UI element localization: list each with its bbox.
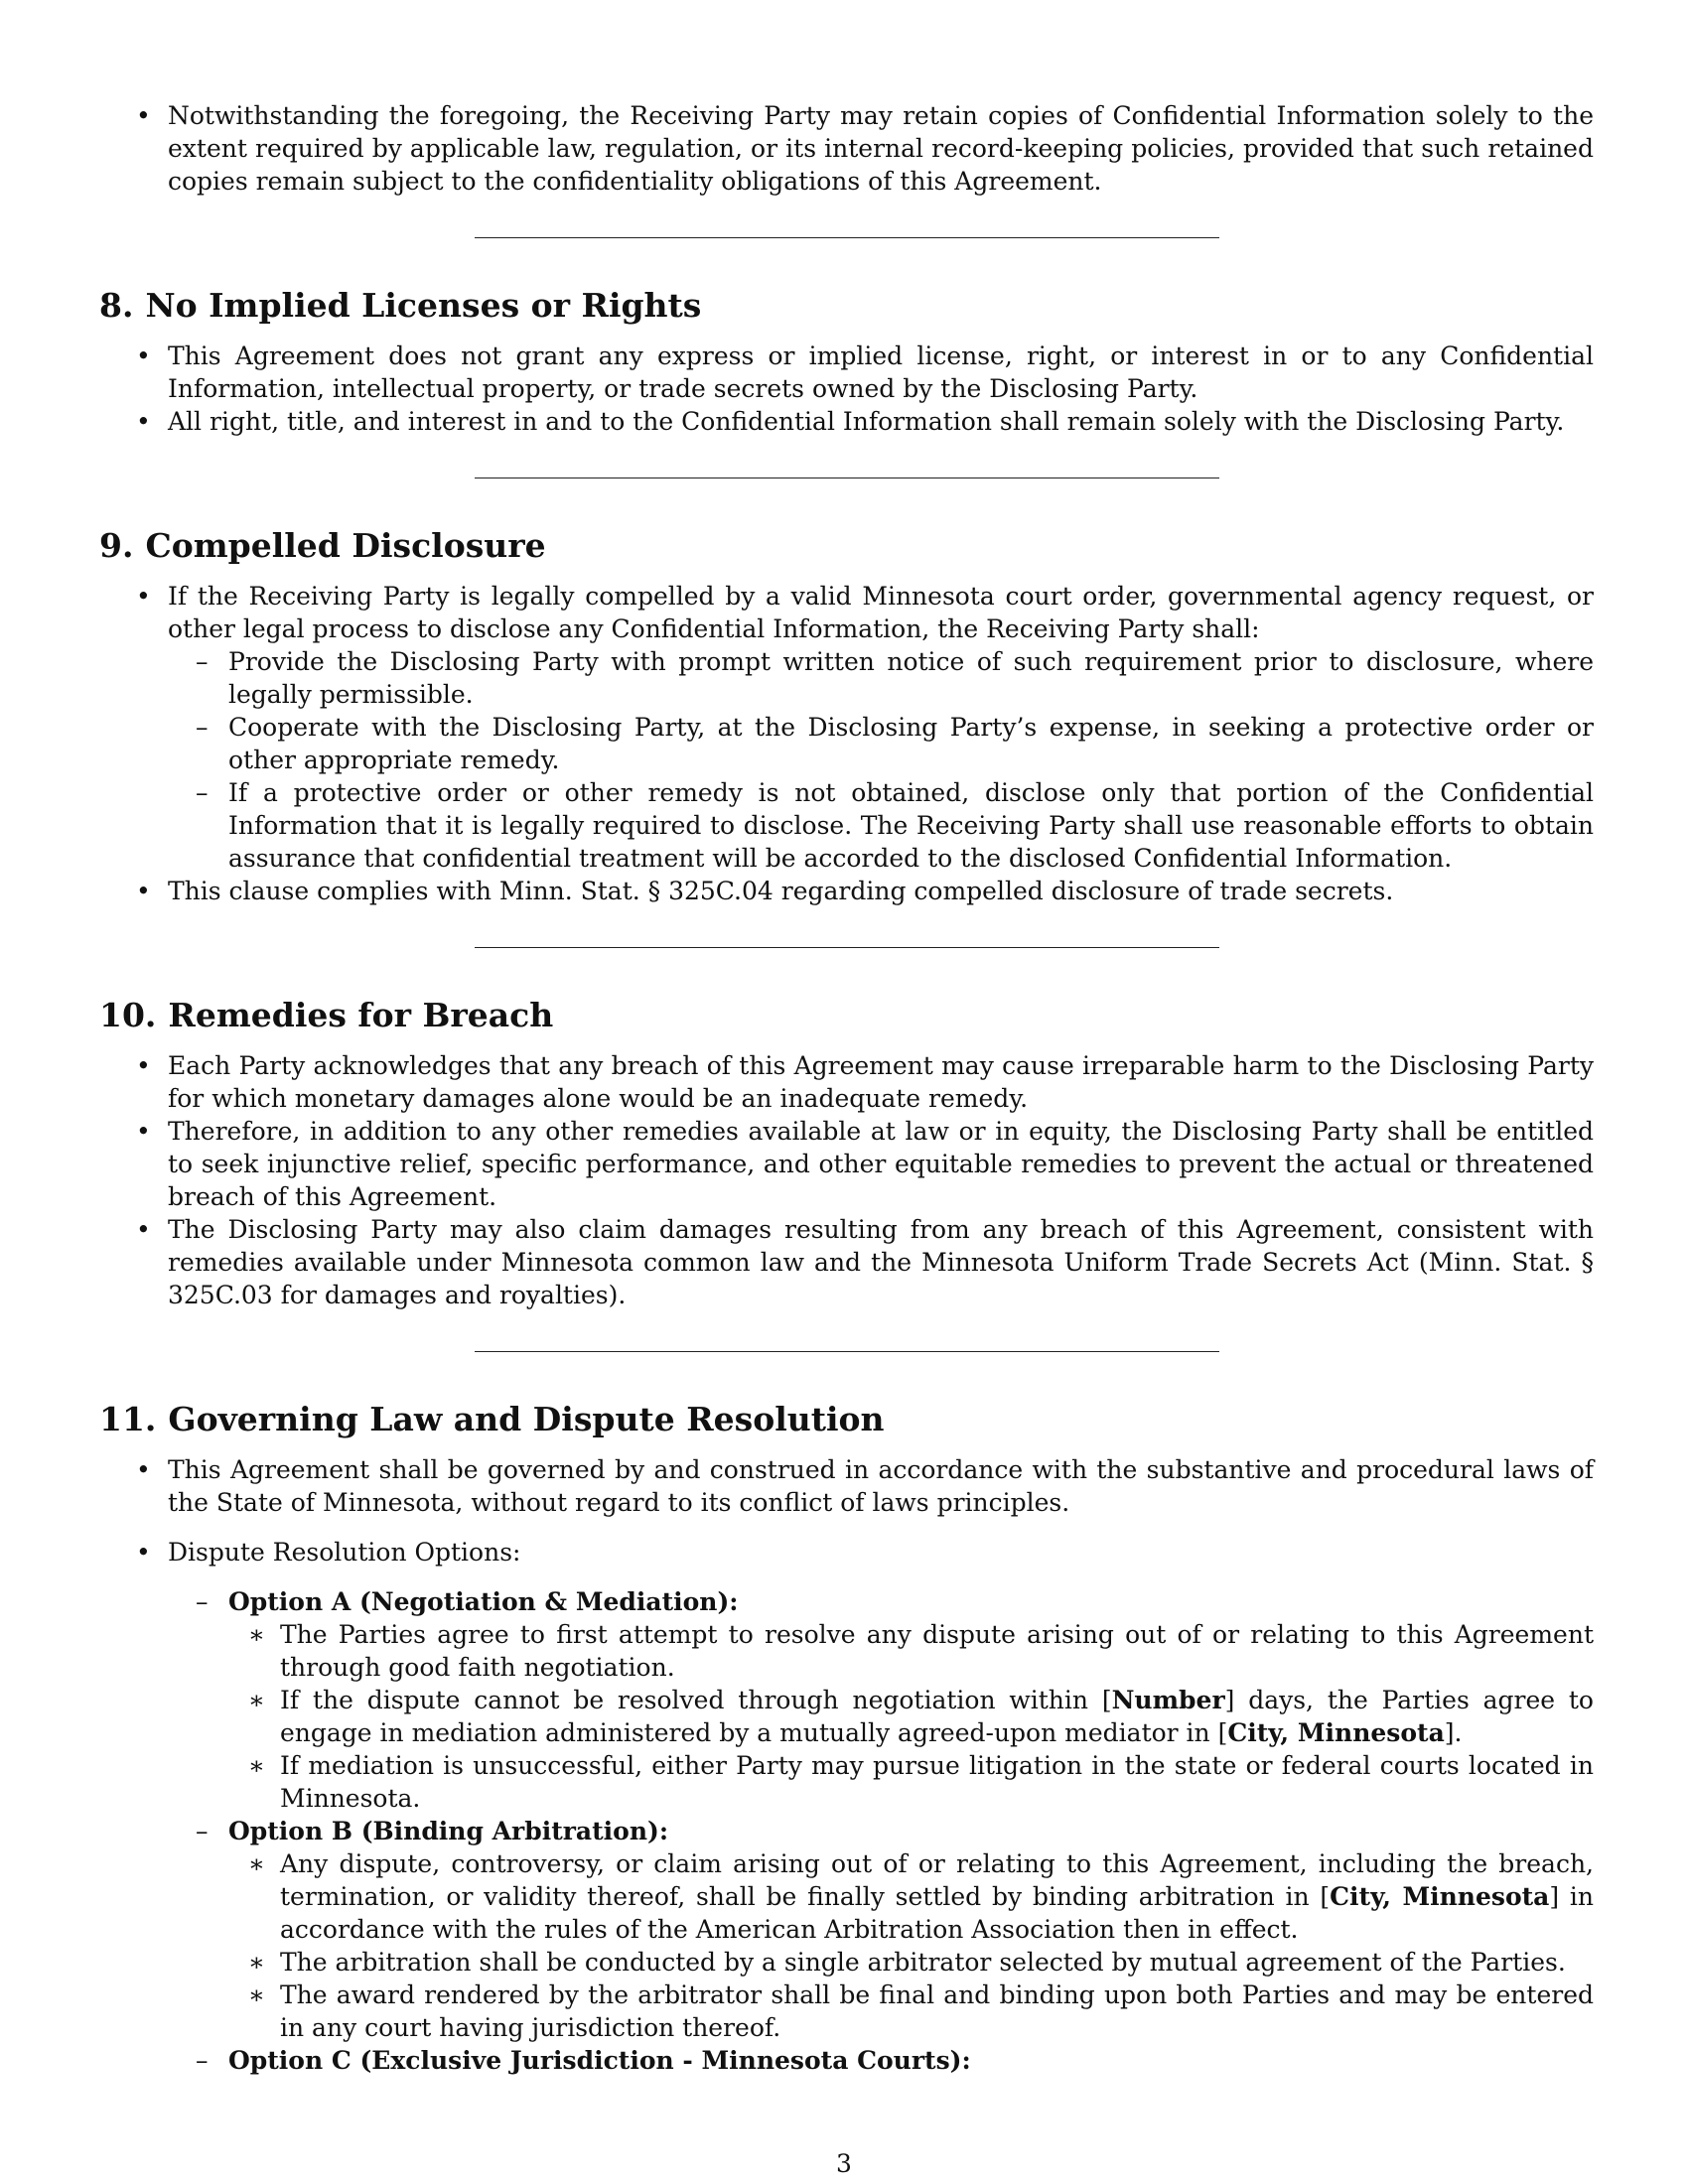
section-10: [99, 996, 1594, 1311]
continued-list: [99, 99, 1594, 198]
section-heading: 11. Governing Law and Dispute Resolution: [99, 1400, 885, 1438]
list-item: • Each Party acknowledges that any breach of this Agreement may cause irreparable harm to the Disclosing Party for which monetary damages alone would be an inadequate remedy.: [99, 1049, 1594, 1115]
sub-list-item: – Cooperate with the Disclosing Party, at the Disclosing Party’s expense, in seeking a protective order or other appropriate remedy.: [168, 711, 1594, 776]
page-number: 3: [836, 2149, 852, 2178]
option-c: [168, 2044, 1594, 2077]
page-content: [99, 99, 1594, 2077]
list-item: • This Agreement shall be governed by and construed in accordance with the substantive and procedural laws of the State of Minnesota, without regard to its conflict of laws principles.: [99, 1453, 1594, 1519]
option-items: [228, 1847, 1594, 2044]
list-item: • This clause complies with Minn. Stat. § 325C.04 regarding compelled disclosure of trade secrets.: [99, 875, 1594, 907]
section-heading: 8. No Implied Licenses or Rights: [99, 286, 702, 325]
section-divider: [475, 1351, 1219, 1352]
list-item: • All right, title, and interest in and to the Confidential Information shall remain solely with the Disclosing Party.: [99, 405, 1594, 438]
option-item: ∗ Any dispute, controversy, or claim arising out of or relating to this Agreement, including the breach, termination, or validity thereof, shall be finally settled by binding arbitration in [City, Minnesota] in accordance with the rules of the American Arbitration Association then in effect.: [228, 1847, 1594, 1946]
option-items: [228, 1618, 1594, 1815]
section-heading: 10. Remedies for Breach: [99, 996, 554, 1034]
list-item: [99, 580, 1594, 875]
list-item: • Notwithstanding the foregoing, the Receiving Party may retain copies of Confidential Information solely to the extent required by applicable law, regulation, or its internal record-keeping policies, provided that such retained copies remain subject to the confidentiality obligations of this Agreement.: [99, 99, 1594, 198]
sub-list-item: – If a protective order or other remedy is not obtained, disclose only that portion of the Confidential Information that it is legally required to disclose. The Receiving Party shall use reasonable efforts to obtain assurance that confidential treatment will be accorded to the disclosed Confidential Information.: [168, 776, 1594, 875]
sub-list: [168, 645, 1594, 875]
list-item: • Therefore, in addition to any other remedies available at law or in equity, the Disclosing Party shall be entitled to seek injunctive relief, specific performance, and other equitable remedies to prevent the actual or threatened breach of this Agreement.: [99, 1115, 1594, 1213]
section-8: [99, 286, 1594, 438]
list-item: • This Agreement does not grant any express or implied license, right, or interest in or to any Confidential Information, intellectual property, or trade secrets owned by the Disclosing Party.: [99, 340, 1594, 405]
bullet-list: [99, 1049, 1594, 1311]
option-item: ∗ If the dispute cannot be resolved through negotiation within [Number] days, the Parties agree to engage in mediation administered by a mutually agreed-upon mediator in [City, Minnesota].: [228, 1684, 1594, 1749]
bullet-list: [99, 580, 1594, 907]
option-item: ∗ If mediation is unsuccessful, either Party may pursue litigation in the state or federal courts located in Minnesota.: [228, 1749, 1594, 1815]
list-item: • The Disclosing Party may also claim damages resulting from any breach of this Agreement, consistent with remedies available under Minnesota common law and the Minnesota Uniform Trade Secrets Act (Minn. Stat. § 325C.03 for damages and royalties).: [99, 1213, 1594, 1311]
section-9: [99, 526, 1594, 907]
option-title: Option A (Negotiation & Mediation):: [228, 1587, 739, 1616]
bullet-list: [99, 340, 1594, 438]
sub-list-item: – Provide the Disclosing Party with prompt written notice of such requirement prior to disclosure, where legally permissible.: [168, 645, 1594, 711]
section-11: [99, 1400, 1594, 2077]
list-item-text: Dispute Resolution Options:: [168, 1538, 521, 1567]
section-divider: [475, 237, 1219, 238]
options-list: [168, 1585, 1594, 2077]
list-item-text: If the Receiving Party is legally compelled by a valid Minnesota court order, governmental agency request, or other legal process to disclose any Confidential Information, the Receiving Party shall:: [168, 582, 1594, 643]
option-title: Option B (Binding Arbitration):: [228, 1817, 669, 1845]
section-divider: [475, 947, 1219, 948]
option-item: ∗ The arbitration shall be conducted by a single arbitrator selected by mutual agreement of the Parties.: [228, 1946, 1594, 1979]
list-item: [99, 1536, 1594, 2077]
option-b: [168, 1815, 1594, 2044]
bullet-list: [99, 1453, 1594, 2077]
option-a: [168, 1585, 1594, 1815]
option-title: Option C (Exclusive Jurisdiction - Minnesota Courts):: [228, 2046, 971, 2075]
option-item: ∗ The Parties agree to first attempt to resolve any dispute arising out of or relating to this Agreement through good faith negotiation.: [228, 1618, 1594, 1684]
option-item: ∗ The award rendered by the arbitrator shall be final and binding upon both Parties and may be entered in any court having jurisdiction thereof.: [228, 1979, 1594, 2044]
section-heading: 9. Compelled Disclosure: [99, 526, 546, 565]
